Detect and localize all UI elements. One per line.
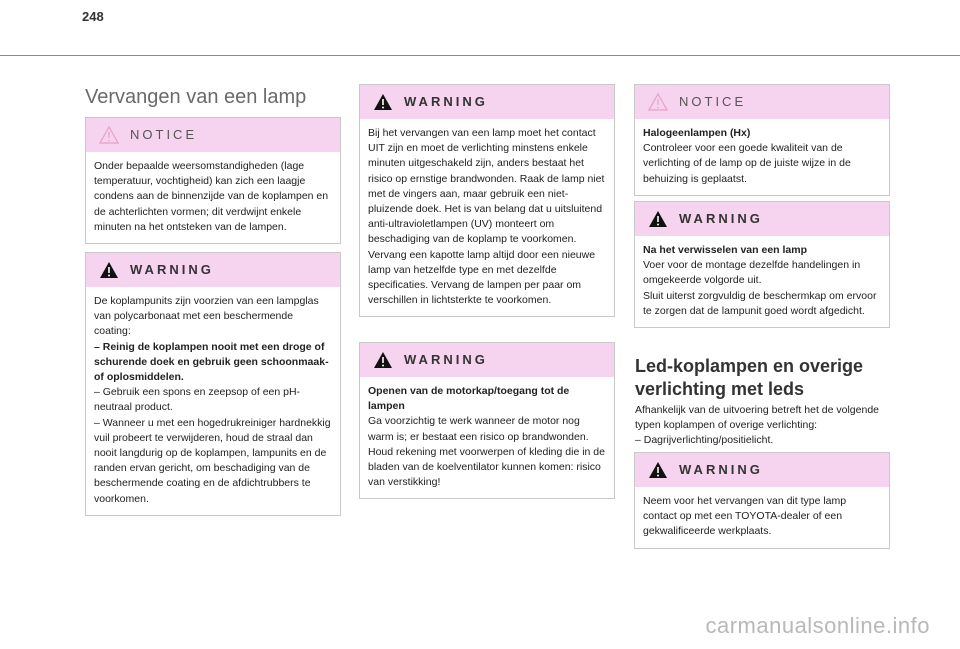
- watermark: carmanualsonline.info: [705, 613, 930, 638]
- notice-label: NOTICE: [679, 94, 747, 109]
- warning-title: Na het verwisselen van een lamp: [643, 244, 807, 256]
- warning-text: Ga voorzichtig te werk wanneer de motor nog warm is; er bestaat een risico op brandwonden. Houd rekening met voorwerpen of kleding die in de bladen van de koelventilator kunnen komen: risico van verstikking!: [368, 415, 605, 489]
- warning-triangle-icon: [648, 210, 668, 228]
- warning-triangle-icon: [99, 261, 119, 279]
- notice-label: NOTICE: [130, 127, 198, 142]
- warning-box-replacing: [359, 84, 615, 317]
- warning-header: [360, 85, 614, 119]
- notice-text: Controleer voor een goede kwaliteit van de verlichting of de lamp op de juiste wijze in de behuizing is geplaatst.: [643, 142, 851, 185]
- warning-triangle-icon: [373, 93, 393, 111]
- notice-box-halogen: [634, 84, 890, 196]
- warning-item-3: – Wanneer u met een hogedrukreiniger hardnekkig vuil probeert te verwijderen, houd de straal dan nooit langdurig op de koplampen, lampunits en de randen ervan gericht, om beschadiging van de beschermende coating en de afdichtrubbers te voorkomen.: [94, 416, 331, 505]
- section-title: Vervangen van een lamp: [85, 86, 307, 108]
- warning-title: Openen van de motorkap/toegang tot de lampen: [368, 385, 570, 413]
- notice-title: Halogeenlampen (Hx): [643, 127, 751, 139]
- notice-header: [635, 85, 889, 119]
- warning-header: [635, 453, 889, 487]
- notice-text: Onder bepaalde weersomstandigheden (lage temperatuur, vochtigheid) kan zich een laagje condens aan de binnenzijde van de koplampen en de achterlichten vormen; dit verdwijnt enkele minuten na het ontsteken van de lampen.: [94, 160, 329, 233]
- warning-triangle-icon: [648, 461, 668, 479]
- warning-text: Bij het vervangen van een lamp moet het contact UIT zijn en moet de verlichting minstens enkele minuten uitgeschakeld zijn, anders bestaat het risico op ernstige brandwonden. Raak de lamp niet met de vingers aan, maar gebruik een niet-pluizende doek. Het is van belang dat u uitsluitend anti-ultravioletlampen (UV) monteert om beschadiging van de koplamp te voorkomen. Vervang een kapotte lamp altijd door een nieuwe lamp van hetzelfde type en met dezelfde specificaties. Vervang de lampen per paar om verschillen in lichtsterkte te voorkomen.: [368, 127, 605, 307]
- warning-item-2: – Gebruik een spons en zeepsop of een pH-neutraal product.: [94, 386, 301, 414]
- warning-box-led: [634, 452, 890, 549]
- warning-text-1: Voer voor de montage dezelfde handelingen in omgekeerde volgorde uit.: [643, 259, 861, 287]
- led-intro-text: Afhankelijk van de uitvoering betreft het de volgende typen koplampen of overige verlichting:: [635, 404, 879, 432]
- warning-header: [360, 343, 614, 377]
- warning-label: WARNING: [679, 462, 763, 477]
- notice-triangle-icon: [99, 126, 119, 144]
- warning-item-1: – Reinig de koplampen nooit met een droge of schurende doek en gebruik geen schoonmaak- of oplosmiddelen.: [94, 340, 329, 384]
- warning-header: [635, 202, 889, 236]
- warning-triangle-icon: [373, 351, 393, 369]
- notice-triangle-icon: [648, 93, 668, 111]
- warning-box-polycarbonate: [85, 252, 341, 516]
- warning-label: WARNING: [404, 94, 488, 109]
- warning-header: [86, 253, 340, 287]
- led-intro: [635, 403, 891, 449]
- notice-header: [86, 118, 340, 152]
- led-list-item: – Dagrijverlichting/positielicht.: [635, 434, 774, 447]
- top-divider: [0, 55, 960, 56]
- warning-text: Neem voor het vervangen van dit type lamp contact op met een TOYOTA-dealer of een gekwalificeerde werkplaats.: [643, 495, 847, 538]
- led-section-title: Led-koplampen en overige verlichting met leds: [635, 356, 864, 399]
- page-number: 248: [82, 9, 104, 24]
- warning-box-bonnet: [359, 342, 615, 499]
- warning-label: WARNING: [130, 262, 214, 277]
- warning-label: WARNING: [404, 352, 488, 367]
- warning-text-2: Sluit uiterst zorgvuldig de beschermkap om ervoor te zorgen dat de lampunit goed wordt afgedicht.: [643, 289, 877, 317]
- warning-intro: De koplampunits zijn voorzien van een lampglas van polycarbonaat met een beschermende coating:: [94, 295, 319, 338]
- warning-label: WARNING: [679, 211, 763, 226]
- warning-box-after-change: [634, 201, 890, 328]
- notice-box-condensation: [85, 117, 341, 244]
